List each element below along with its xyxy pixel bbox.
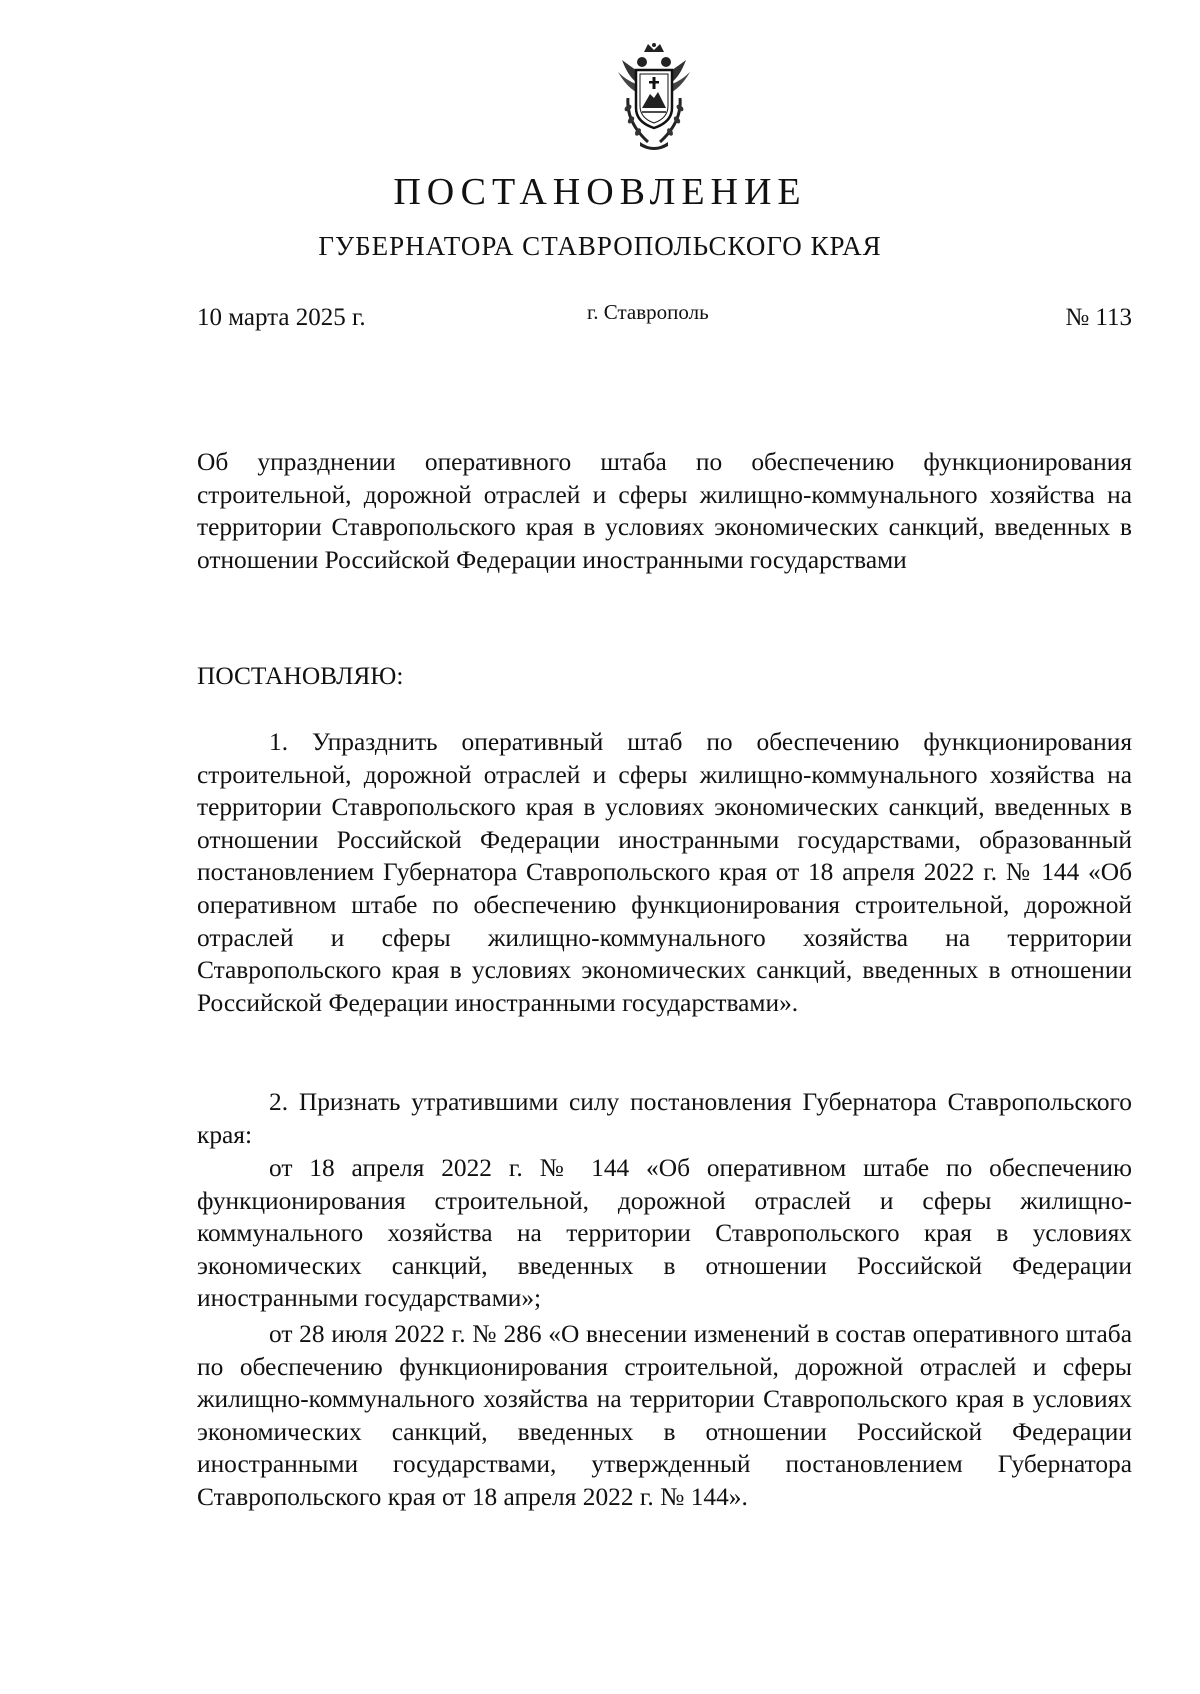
paragraph-2: 2. Признать утратившими силу постановления Губернатора Ставропольского края: [197, 1088, 1132, 1149]
document-type-title: ПОСТАНОВЛЕНИЕ [393, 171, 807, 213]
issuer-title: ГУБЕРНАТОРА СТАВРОПОЛЬСКОГО КРАЯ [318, 231, 882, 261]
document-subject: Об упразднении оперативного штаба по обеспечению функционирования строительной, дорожной отраслей и сферы жилищно-коммунального хозяйства на территории Ставропольского края в условиях экономических санкций, введенных в отношении Российской Федерации иностранными государствами [197, 448, 1132, 574]
document-city: г. Ставрополь [587, 300, 709, 324]
document-date: 10 марта 2025 г. [197, 304, 366, 331]
document-number: № 113 [1065, 304, 1132, 331]
document-meta-row [197, 300, 1132, 338]
coat-of-arms-icon [614, 42, 694, 154]
paragraph-1: 1. Упразднить оперативный штаб по обеспечению функционирования строительной, дорожной отраслей и сферы жилищно-коммунального хозяйства на территории Ставропольского края в условиях экономических санкций, введенных в отношении Российской Федерации иностранными государствами, образованный постановлением Губернатора Ставропольского края от 18 апреля 2022 г. № 144 «Об оперативном штабе по обеспечению функционирования строительной, дорожной отраслей и сферы жилищно-коммунального хозяйства на территории Ставропольского края в условиях экономических санкций, введенных в отношении Российской Федерации иностранными государствами». [197, 728, 1132, 1017]
paragraph-2-item-2: от 28 июля 2022 г. № 286 «О внесении изменений в состав оперативного штаба по обеспечению функционирования строительной, дорожной отраслей и сферы жилищно-коммунального хозяйства на территории Ставропольского края в условиях экономических санкций, введенных в отношении Российской Федерации иностранными государствами, утвержденный постановлением Губернатора Ставропольского края от 18 апреля 2022 г. № 144». [197, 1320, 1132, 1511]
paragraph-2-item-1: от 18 апреля 2022 г. № 144 «Об оперативном штабе по обеспечению функционирования строительной, дорожной отраслей и сферы жилищно-коммунального хозяйства на территории Ставропольского края в условиях экономических санкций, введенных в отношении Российской Федерации иностранными государствами»; [197, 1154, 1132, 1313]
decree-word: ПОСТАНОВЛЯЮ: [197, 662, 404, 690]
